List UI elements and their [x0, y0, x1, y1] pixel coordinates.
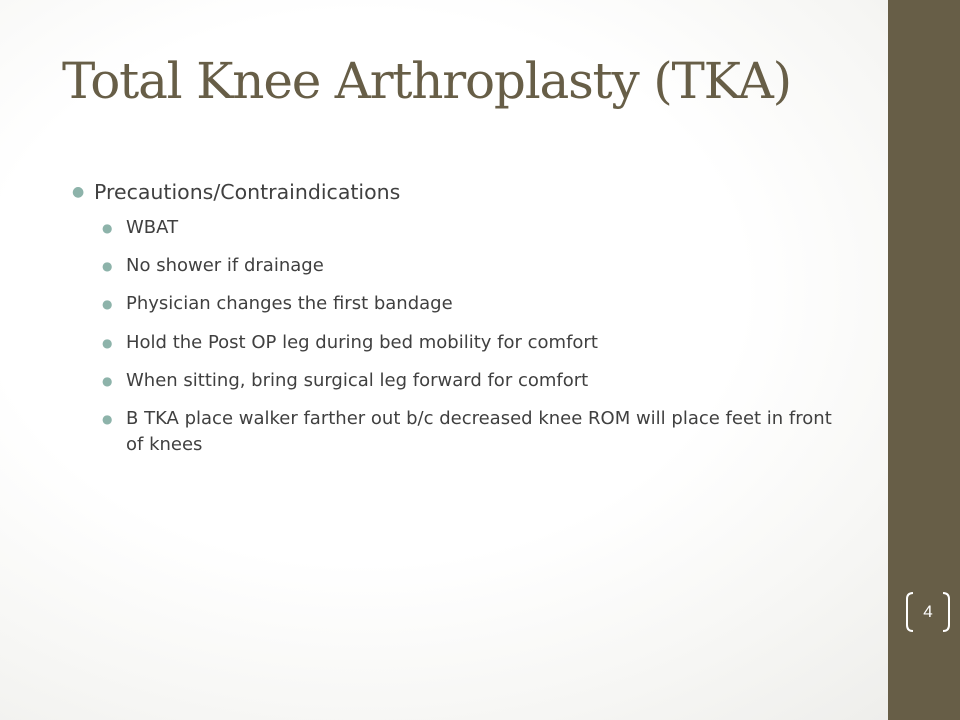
sub-bullet-text: B TKA place walker farther out b/c decreased knee ROM will place feet in front of knees: [126, 407, 832, 455]
sub-bullet-text: When sitting, bring surgical leg forward for comfort: [126, 369, 589, 391]
sub-bullet-item: [102, 330, 832, 356]
sub-bullet-item: [102, 253, 832, 279]
slide-title: Total Knee Arthroplasty (TKA): [62, 52, 791, 110]
bullet-text: Precautions/Contraindications: [94, 180, 401, 204]
sub-bullet-text: No shower if drainage: [126, 255, 324, 277]
sub-bullet-text: WBAT: [126, 217, 179, 238]
bullet-icon: ●: [72, 184, 85, 200]
sub-bullet-item: [102, 215, 832, 241]
bullet-icon: ●: [102, 335, 113, 350]
sub-bullet-item: [102, 291, 832, 317]
bullet-icon: ●: [102, 411, 113, 426]
sub-bullet-text: Hold the Post OP leg during bed mobility for comfort: [126, 331, 598, 353]
bullet-icon: ●: [102, 221, 113, 235]
bullet-icon: ●: [102, 259, 113, 274]
page-number: 4: [923, 602, 933, 621]
page-number-frame: [904, 590, 952, 634]
sub-bullet-item: [102, 368, 832, 394]
bullet-icon: ●: [102, 373, 113, 388]
bullet-item: [72, 175, 832, 458]
sub-bullet-text: Physician changes the first bandage: [126, 293, 453, 315]
bullet-icon: ●: [102, 297, 113, 312]
sub-bullet-list: [102, 215, 832, 458]
bullet-list: [72, 175, 832, 470]
sub-bullet-item: [102, 406, 832, 458]
